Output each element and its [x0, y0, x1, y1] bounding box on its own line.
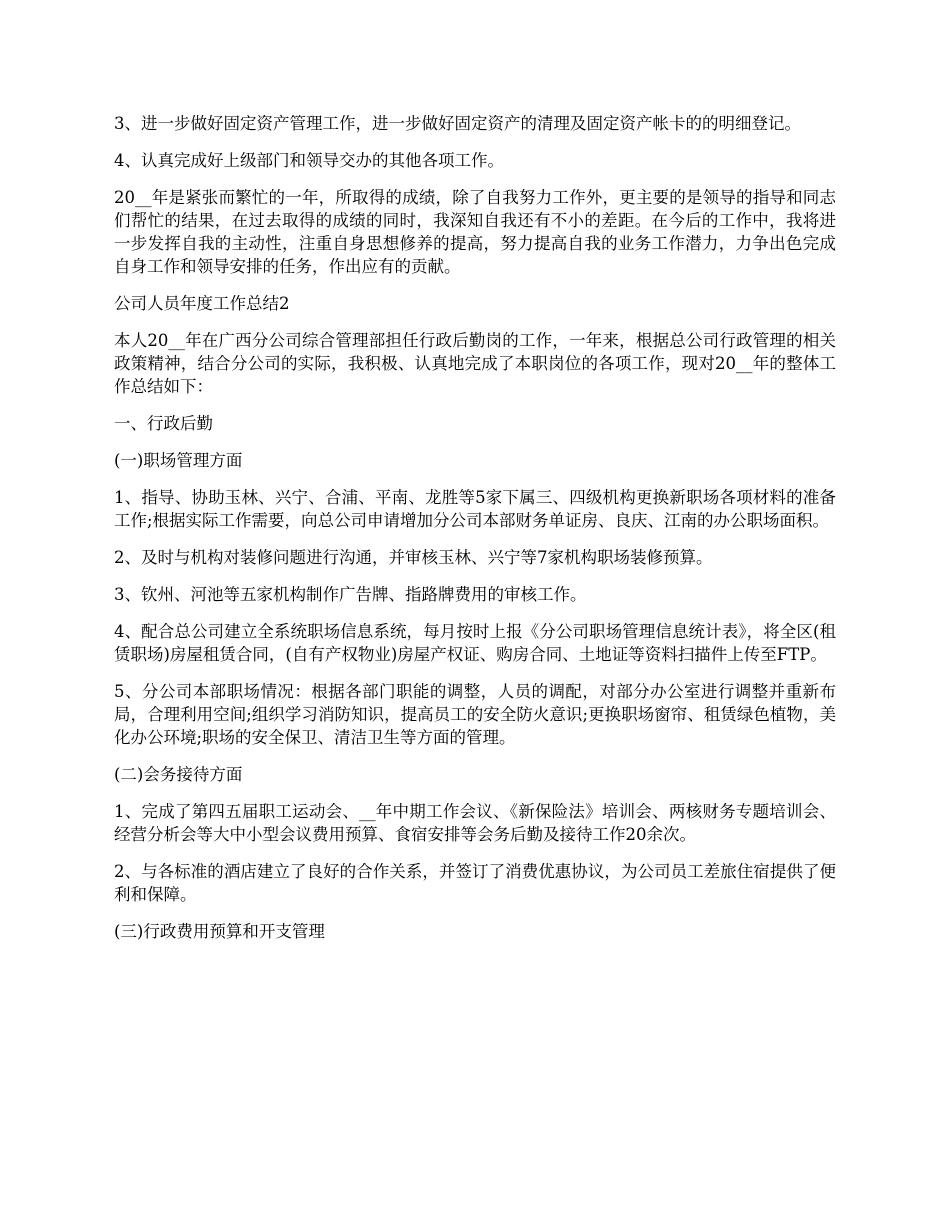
subheading-budget-expenses: (三)行政费用预算和开支管理 [114, 922, 325, 941]
paragraph-meetings-1: 1、完成了第四五届职工运动会、__年中期工作会议、《新保险法》培训会、两核财务专题培训会、经营分析会等大中小型会议费用预算、食宿安排等会务后勤及接待工作20余次。 [114, 802, 836, 844]
subheading-meetings-reception: (二)会务接待方面 [114, 765, 243, 784]
subheading-workplace-management: (一)职场管理方面 [114, 451, 243, 470]
heading-admin-logistics: 一、行政后勤 [114, 414, 213, 433]
paragraph-year-summary: 20__年是紧张而繁忙的一年，所取得的成绩，除了自我努力工作外，更主要的是领导的指导和同志们帮忙的结果，在过去取得的成绩的同时，我深知自我还有不小的差距。在今后的工作中，我将进一步发挥自我的主动性，注重自身思想修养的提高，努力提高自我的业务工作潜力，力争出色完成自身工作和领导安排的任务，作出应有的贡献。 [114, 188, 836, 276]
paragraph-other-tasks: 4、认真完成好上级部门和领导交办的其他各项工作。 [114, 151, 504, 170]
paragraph-fixed-assets: 3、进一步做好固定资产管理工作，进一步做好固定资产的清理及固定资产帐卡的的明细登记。 [114, 114, 801, 133]
paragraph-item-1: 1、指导、协助玉林、兴宁、合浦、平南、龙胜等5家下属三、四级机构更换新职场各项材料的准备工作;根据实际工作需要，向总公司申请增加分公司本部财务单证房、良庆、江南的办公职场面积。 [114, 488, 836, 530]
paragraph-item-2: 2、及时与机构对装修问题进行沟通，并审核玉林、兴宁等7家机构职场装修预算。 [114, 548, 713, 567]
paragraph-meetings-2: 2、与各标准的酒店建立了良好的合作关系，并签订了消费优惠协议，为公司员工差旅住宿提供了便利和保障。 [114, 862, 836, 904]
paragraph-item-3: 3、钦州、河池等五家机构制作广告牌、指路牌费用的审核工作。 [114, 585, 587, 604]
paragraph-item-5: 5、分公司本部职场情况：根据各部门职能的调整，人员的调配，对部分办公室进行调整并重新布局，合理利用空间;组织学习消防知识，提高员工的安全防火意识;更换职场窗帘、租赁绿色植物，美化办公环境;职场的安全保卫、清洁卫生等方面的管理。 [114, 682, 836, 747]
section-title: 公司人员年度工作总结2 [114, 294, 290, 313]
paragraph-introduction: 本人20__年在广西分公司综合管理部担任行政后勤岗的工作，一年来，根据总公司行政管理的相关政策精神，结合分公司的实际，我积极、认真地完成了本职岗位的各项工作，现对20__年的整体工作总结如下： [114, 331, 836, 396]
paragraph-item-4: 4、配合总公司建立全系统职场信息系统，每月按时上报《分公司职场管理信息统计表》，将全区(租赁职场)房屋租赁合同，(自有产权物业)房屋产权证、购房合同、土地证等资料扫描件上传至FTP。 [114, 622, 836, 664]
document-page [114, 112, 836, 957]
